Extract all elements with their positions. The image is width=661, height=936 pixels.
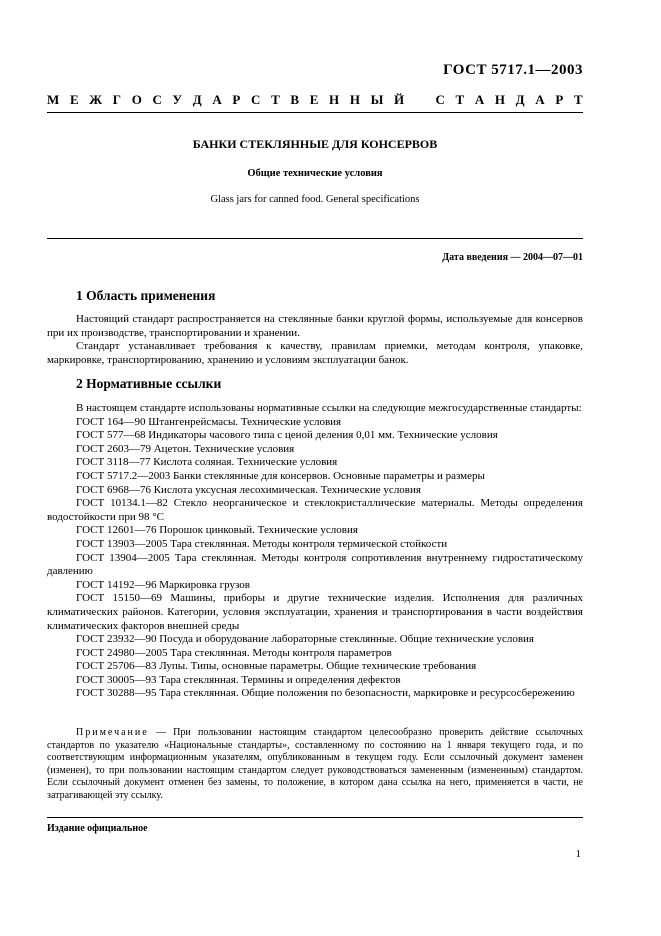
document-subtitle: Общие технические условия <box>247 168 383 179</box>
banner-letter: Н <box>349 92 360 107</box>
banner-letter: С <box>435 92 445 107</box>
reference-item: ГОСТ 13904—2005 Тара стеклянная. Методы контроля сопротивления внутреннему гидростатическому давлению <box>47 551 583 578</box>
banner-letter: Д <box>515 92 525 107</box>
reference-item: ГОСТ 6968—76 Кислота уксусная лесохимическая. Технические условия <box>76 483 421 496</box>
section-2-heading: 2 Нормативные ссылки <box>76 376 222 391</box>
section-1-paragraph-2: Стандарт устанавливает требования к качеству, правилам приемки, методам контроля, упаковке, маркировке, транспортированию, хранению и условиям эксплуатации банок. <box>47 340 583 366</box>
banner-letter: С <box>152 92 162 107</box>
introduction-date: Дата введения — 2004—07—01 <box>442 252 583 263</box>
interstate-standard-banner <box>47 92 583 108</box>
note <box>47 727 583 803</box>
section-1-body <box>47 313 583 367</box>
banner-letter: У <box>172 92 183 107</box>
section-1-paragraph-1: Настоящий стандарт распространяется на стеклянные банки круглой формы, используемые для консервов при их производстве, транспортировании и хранении. <box>47 313 583 339</box>
page-number: 1 <box>575 848 581 860</box>
document-title: БАНКИ СТЕКЛЯННЫЕ ДЛЯ КОНСЕРВОВ <box>192 137 438 151</box>
reference-item: ГОСТ 12601—76 Порошок цинковый. Технические условия <box>76 524 358 537</box>
banner-letter: Е <box>309 92 319 107</box>
standard-code: ГОСТ 5717.1—2003 <box>443 62 583 78</box>
reference-item: ГОСТ 30288—95 Тара стеклянная. Общие положения по безопасности, маркировке и ресурсосбережению <box>76 687 575 700</box>
reference-item: ГОСТ 25706—83 Лупы. Типы, основные параметры. Общие технические требования <box>76 660 477 673</box>
banner-letter: Т <box>271 92 280 107</box>
note-text: — При пользовании настоящим стандартом целесообразно проверить действие ссылочных стандартов по указателю «Национальные стандарты», составленному по состоянию на 1 января текущего года, и по соответствующим информационным указателям, опубликованным в текущем году. Если ссылочный документ заменен (изменен), то при пользовании настоящим стандартом следует руководствоваться замененным (измененным) стандартом. Если ссылочный документ отменен без замены, то положение, в котором дана ссылка на него, применяется в части, не затрагивающей эту ссылку. <box>47 727 583 801</box>
reference-item: ГОСТ 15150—69 Машины, приборы и другие технические изделия. Исполнения для различных климатических районов. Категории, условия эксплуатации, хранения и транспортирования в части воздействия климатических факторов внешней среды <box>47 592 583 632</box>
banner-letter: Т <box>455 92 465 107</box>
banner-letter: Н <box>494 92 506 107</box>
reference-item: ГОСТ 13903—2005 Тара стеклянная. Методы контроля термической стойкости <box>76 537 448 550</box>
section-2-body <box>47 402 583 701</box>
banner-letter: В <box>290 92 300 107</box>
banner-letter: Р <box>232 92 241 107</box>
title-block <box>47 137 583 205</box>
reference-item: ГОСТ 30005—93 Тара стеклянная. Термины и определения дефектов <box>76 673 401 686</box>
banner-letter: А <box>535 92 545 107</box>
banner-letter: С <box>251 92 261 107</box>
top-rule <box>47 112 583 113</box>
section-2-intro: В настоящем стандарте использованы нормативные ссылки на следующие межгосударственные стандарты: <box>76 402 582 414</box>
banner-letter: Г <box>112 92 122 107</box>
banner-letter: М <box>47 92 60 107</box>
edition-label: Издание официальное <box>47 823 148 834</box>
banner-letter: Д <box>192 92 202 107</box>
reference-item: ГОСТ 10134.1—82 Стекло неорганическое и стеклокристаллические материалы. Методы определения водостойкости при 98 °С <box>47 497 583 523</box>
title-rule <box>47 238 583 239</box>
normative-references-list <box>47 416 583 701</box>
banner-letter: А <box>474 92 485 107</box>
reference-item: ГОСТ 14192—96 Маркировка грузов <box>76 578 250 591</box>
reference-item: ГОСТ 577—68 Индикаторы часового типа с ценой деления 0,01 мм. Технические условия <box>76 429 498 442</box>
banner-letter: Н <box>329 92 340 107</box>
reference-item: ГОСТ 23932—90 Посуда и оборудование лабораторные стеклянные. Общие технические условия <box>76 633 534 646</box>
reference-item: ГОСТ 2603—79 Ацетон. Технические условия <box>76 442 295 455</box>
banner-letter: Й <box>394 92 405 107</box>
banner-letter: Е <box>69 92 79 107</box>
banner-letter: Р <box>555 92 564 107</box>
reference-item: ГОСТ 164—90 Штангенрейсмасы. Технические условия <box>76 415 342 428</box>
reference-item: ГОСТ 24980—2005 Тара стеклянная. Методы контроля параметров <box>76 646 392 659</box>
banner-letter: Т <box>573 92 583 107</box>
reference-item: ГОСТ 5717.2—2003 Банки стеклянные для консервов. Основные параметры и размеры <box>76 469 485 482</box>
note-label: Примечание <box>76 727 149 738</box>
section-1-heading: 1 Область применения <box>76 288 216 303</box>
banner-letter: О <box>131 92 142 107</box>
english-title: Glass jars for canned food. General specifications <box>210 194 420 205</box>
footer-rule <box>47 817 583 818</box>
reference-item: ГОСТ 3118—77 Кислота соляная. Технические условия <box>76 456 338 469</box>
banner-letter: Ж <box>89 92 103 107</box>
banner-letter: Ы <box>370 92 384 107</box>
banner-letter: А <box>212 92 222 107</box>
banner-letter <box>415 92 425 108</box>
